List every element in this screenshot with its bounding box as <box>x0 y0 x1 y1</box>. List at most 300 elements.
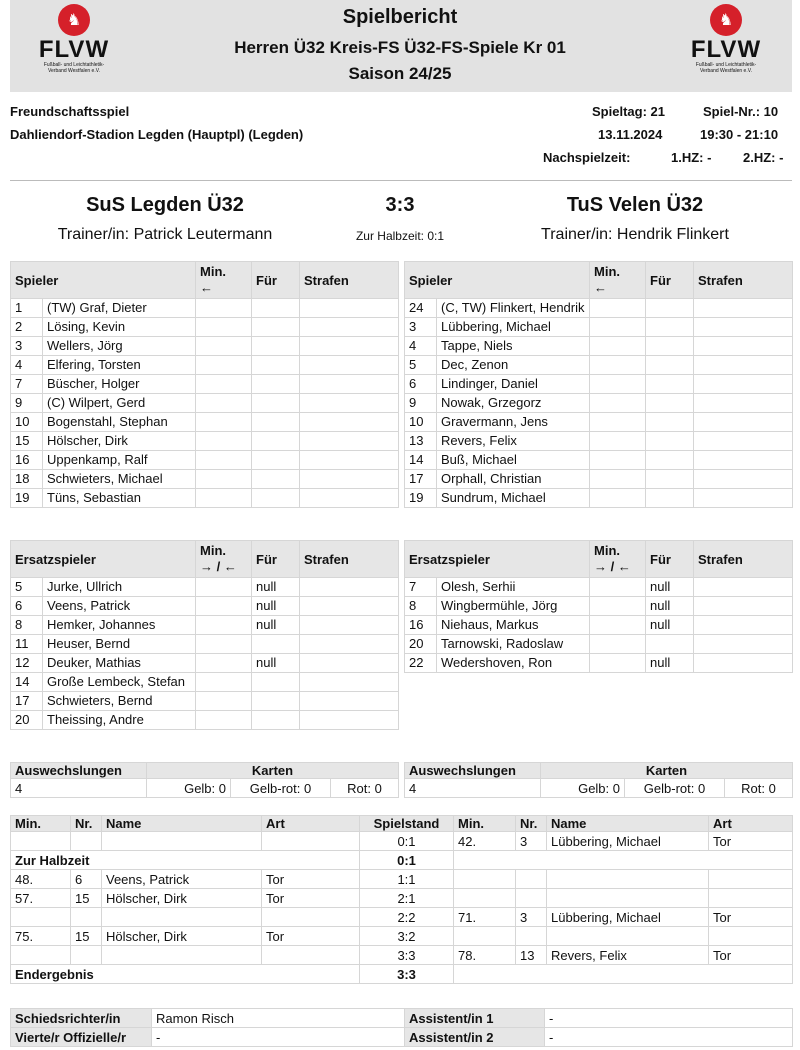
player-name: Schwieters, Michael <box>43 470 196 489</box>
col-substitute: Ersatzspieler <box>405 541 590 578</box>
match-time: 19:30 - 21:10 <box>700 127 779 142</box>
player-number: 19 <box>405 489 437 508</box>
extra-time-label: Nachspielzeit: <box>543 150 631 165</box>
player-for <box>646 318 694 337</box>
player-for <box>252 318 300 337</box>
home-stats-table <box>10 762 399 798</box>
home-team-name: SuS Legden Ü32 <box>86 194 244 216</box>
player-name: Lübbering, Michael <box>437 318 590 337</box>
player-for <box>646 299 694 318</box>
player-minute <box>196 654 252 673</box>
player-minute <box>590 318 646 337</box>
player-row <box>11 318 399 337</box>
player-number: 3 <box>405 318 437 337</box>
player-name: Uppenkamp, Ralf <box>43 451 196 470</box>
player-penalties <box>694 489 793 508</box>
player-row <box>11 375 399 394</box>
assistant2-label: Assistent/in 2 <box>405 1028 545 1047</box>
player-minute <box>196 597 252 616</box>
logo-subtitle: Fußball- und Leichtathletik-Verband Westfalen e.V. <box>695 62 757 74</box>
away-event-type <box>709 889 793 908</box>
player-name: Niehaus, Markus <box>437 616 590 635</box>
player-name: Lindinger, Daniel <box>437 375 590 394</box>
event-milestone-label: Zur Halbzeit <box>11 851 360 870</box>
event-row <box>11 832 793 851</box>
player-for <box>252 413 300 432</box>
player-for <box>646 337 694 356</box>
player-row <box>405 578 793 597</box>
home-event-type <box>262 832 360 851</box>
player-row <box>405 318 793 337</box>
away-event-number: 3 <box>516 832 547 851</box>
player-row <box>11 673 399 692</box>
player-name: Orphall, Christian <box>437 470 590 489</box>
player-number: 7 <box>405 578 437 597</box>
event-score: 2:1 <box>360 889 454 908</box>
subs-count-label: Auswechslungen <box>11 763 147 779</box>
referee-name: Ramon Risch <box>152 1009 405 1028</box>
player-for: null <box>252 654 300 673</box>
player-name: Veens, Patrick <box>43 597 196 616</box>
player-for <box>252 470 300 489</box>
col-number: Nr. <box>71 816 102 832</box>
player-for <box>252 451 300 470</box>
player-penalties <box>694 413 793 432</box>
player-minute <box>196 413 252 432</box>
player-row <box>11 451 399 470</box>
home-event-name: Hölscher, Dirk <box>102 927 262 946</box>
player-name: Wedershoven, Ron <box>437 654 590 673</box>
player-penalties <box>694 578 793 597</box>
matchday: Spieltag: 21 <box>592 104 665 119</box>
home-trainer: Trainer/in: Patrick Leutermann <box>57 226 273 243</box>
away-yellow-cards: Gelb: 0 <box>541 779 625 798</box>
player-number: 18 <box>11 470 43 489</box>
event-score: 3:3 <box>360 946 454 965</box>
player-row <box>405 394 793 413</box>
player-name: Tarnowski, Radoslaw <box>437 635 590 654</box>
player-minute <box>590 451 646 470</box>
player-number: 2 <box>11 318 43 337</box>
event-row <box>11 889 793 908</box>
player-name: Bogenstahl, Stephan <box>43 413 196 432</box>
player-penalties <box>300 597 399 616</box>
logo-wordmark: FLVW <box>690 36 762 63</box>
player-number: 15 <box>11 432 43 451</box>
player-name: Buß, Michael <box>437 451 590 470</box>
player-minute <box>590 470 646 489</box>
horse-emblem-icon: ♞ <box>710 4 742 36</box>
player-number: 6 <box>11 597 43 616</box>
player-row <box>11 432 399 451</box>
away-subs-count: 4 <box>405 779 541 798</box>
player-name: Nowak, Grzegorz <box>437 394 590 413</box>
player-for: null <box>252 616 300 635</box>
player-for: null <box>646 654 694 673</box>
home-event-name: Veens, Patrick <box>102 870 262 889</box>
assistant2-name: - <box>545 1028 793 1047</box>
match-type: Freundschaftsspiel <box>10 104 130 119</box>
home-subs-count: 4 <box>11 779 147 798</box>
player-minute <box>196 337 252 356</box>
home-event-minute: 48. <box>11 870 71 889</box>
player-for <box>646 356 694 375</box>
player-number: 4 <box>11 356 43 375</box>
event-score: 0:1 <box>360 832 454 851</box>
player-name: Gravermann, Jens <box>437 413 590 432</box>
player-row <box>405 489 793 508</box>
player-number: 10 <box>11 413 43 432</box>
col-score: Spielstand <box>360 816 454 832</box>
player-name: (C, TW) Flinkert, Hendrik <box>437 299 590 318</box>
home-event-name <box>102 908 262 927</box>
event-filler <box>454 851 793 870</box>
player-number: 16 <box>405 616 437 635</box>
player-number: 14 <box>405 451 437 470</box>
player-row <box>405 375 793 394</box>
player-for <box>252 375 300 394</box>
player-row <box>405 356 793 375</box>
player-minute <box>590 337 646 356</box>
player-penalties <box>300 470 399 489</box>
player-name: Heuser, Bernd <box>43 635 196 654</box>
player-penalties <box>694 654 793 673</box>
player-for <box>646 470 694 489</box>
player-minute <box>590 356 646 375</box>
player-penalties <box>300 673 399 692</box>
venue: Dahliendorf-Stadion Legden (Hauptpl) (Legden) <box>10 127 304 142</box>
away-event-number <box>516 927 547 946</box>
away-event-type <box>709 870 793 889</box>
player-penalties <box>694 299 793 318</box>
event-row <box>11 927 793 946</box>
event-row <box>11 908 793 927</box>
player-name: Große Lembeck, Stefan <box>43 673 196 692</box>
col-for: Für <box>646 262 694 299</box>
away-event-minute <box>454 870 516 889</box>
player-penalties <box>300 337 399 356</box>
home-red-cards: Rot: 0 <box>331 779 399 798</box>
player-row <box>405 432 793 451</box>
player-name: Tüns, Sebastian <box>43 489 196 508</box>
col-penalties: Strafen <box>694 262 793 299</box>
home-event-minute <box>11 946 71 965</box>
assistant1-name: - <box>545 1009 793 1028</box>
player-for: null <box>252 578 300 597</box>
player-minute <box>590 299 646 318</box>
away-event-type: Tor <box>709 946 793 965</box>
referee-label: Schiedsrichter/in <box>11 1009 152 1028</box>
player-number: 3 <box>11 337 43 356</box>
fourth-official-name: - <box>152 1028 405 1047</box>
season-title: Saison 24/25 <box>348 64 452 83</box>
col-player: Spieler <box>405 262 590 299</box>
player-name: Revers, Felix <box>437 432 590 451</box>
col-min: Min. → / ← <box>196 541 252 578</box>
player-minute <box>196 432 252 451</box>
home-event-number <box>71 946 102 965</box>
player-for <box>252 673 300 692</box>
player-minute <box>590 597 646 616</box>
player-minute <box>196 673 252 692</box>
col-penalties: Strafen <box>300 541 399 578</box>
player-for: null <box>252 597 300 616</box>
player-name: Theissing, Andre <box>43 711 196 730</box>
player-number: 20 <box>405 635 437 654</box>
player-for <box>252 489 300 508</box>
assistant1-label: Assistent/in 1 <box>405 1009 545 1028</box>
player-penalties <box>694 394 793 413</box>
player-for <box>252 299 300 318</box>
col-substitute: Ersatzspieler <box>11 541 196 578</box>
player-minute <box>196 489 252 508</box>
player-penalties <box>694 470 793 489</box>
match-number: Spiel-Nr.: 10 <box>703 104 779 119</box>
player-row <box>11 356 399 375</box>
league-title: Herren Ü32 Kreis-FS Ü32-FS-Spiele Kr 01 <box>234 38 566 57</box>
away-event-name <box>547 889 709 908</box>
officials-table <box>10 1008 793 1047</box>
player-penalties <box>300 635 399 654</box>
player-penalties <box>300 375 399 394</box>
event-row <box>11 851 793 870</box>
away-event-name: Lübbering, Michael <box>547 832 709 851</box>
player-name: Büscher, Holger <box>43 375 196 394</box>
player-penalties <box>300 299 399 318</box>
col-min: Min. ← <box>196 262 252 299</box>
event-row <box>11 870 793 889</box>
player-row <box>11 597 399 616</box>
event-milestone-label: Endergebnis <box>11 965 360 984</box>
col-type: Art <box>262 816 360 832</box>
home-event-minute <box>11 832 71 851</box>
away-event-minute: 71. <box>454 908 516 927</box>
player-name: Wingbermühle, Jörg <box>437 597 590 616</box>
away-event-type <box>709 927 793 946</box>
player-minute <box>590 375 646 394</box>
player-number: 5 <box>11 578 43 597</box>
player-row <box>405 337 793 356</box>
player-minute <box>196 375 252 394</box>
home-event-number <box>71 832 102 851</box>
player-minute <box>590 432 646 451</box>
player-name: Deuker, Mathias <box>43 654 196 673</box>
col-type: Art <box>709 816 793 832</box>
event-score: 1:1 <box>360 870 454 889</box>
player-number: 10 <box>405 413 437 432</box>
home-subs-table <box>10 540 399 730</box>
player-minute <box>196 578 252 597</box>
player-row <box>11 711 399 730</box>
cards-label: Karten <box>147 763 399 779</box>
col-for: Für <box>646 541 694 578</box>
player-penalties <box>694 337 793 356</box>
final-score: 3:3 <box>385 194 415 216</box>
page-title: Spielbericht <box>342 6 458 28</box>
horse-emblem-icon: ♞ <box>58 4 90 36</box>
away-event-name <box>547 870 709 889</box>
player-name: Schwieters, Bernd <box>43 692 196 711</box>
away-event-name: Revers, Felix <box>547 946 709 965</box>
player-penalties <box>300 318 399 337</box>
player-minute <box>196 394 252 413</box>
player-minute <box>590 413 646 432</box>
away-event-number <box>516 889 547 908</box>
player-name: Sundrum, Michael <box>437 489 590 508</box>
player-penalties <box>300 451 399 470</box>
player-row <box>405 413 793 432</box>
player-minute <box>590 654 646 673</box>
away-trainer: Trainer/in: Hendrik Flinkert <box>541 226 729 243</box>
player-minute <box>196 616 252 635</box>
player-number: 6 <box>405 375 437 394</box>
player-for: null <box>646 578 694 597</box>
player-number: 8 <box>405 597 437 616</box>
player-number: 17 <box>405 470 437 489</box>
player-row <box>11 394 399 413</box>
player-penalties <box>300 616 399 635</box>
player-for <box>646 375 694 394</box>
home-event-minute: 75. <box>11 927 71 946</box>
col-minute: Min. <box>11 816 71 832</box>
player-minute <box>196 356 252 375</box>
player-minute <box>590 635 646 654</box>
away-event-name <box>547 927 709 946</box>
player-row <box>11 489 399 508</box>
player-number: 8 <box>11 616 43 635</box>
player-for <box>646 635 694 654</box>
col-player: Spieler <box>11 262 196 299</box>
player-number: 20 <box>11 711 43 730</box>
home-event-type: Tor <box>262 927 360 946</box>
col-number: Nr. <box>516 816 547 832</box>
col-penalties: Strafen <box>694 541 793 578</box>
away-red-cards: Rot: 0 <box>725 779 793 798</box>
player-row <box>11 635 399 654</box>
player-number: 9 <box>11 394 43 413</box>
player-for <box>646 489 694 508</box>
event-score: 3:3 <box>360 965 454 984</box>
halftime-score: Zur Halbzeit: 0:1 <box>355 229 445 243</box>
player-minute <box>196 299 252 318</box>
col-min: Min. ← <box>590 262 646 299</box>
player-number: 16 <box>11 451 43 470</box>
player-row <box>11 299 399 318</box>
home-event-number: 15 <box>71 889 102 908</box>
away-event-type: Tor <box>709 832 793 851</box>
player-minute <box>196 711 252 730</box>
player-minute <box>590 616 646 635</box>
away-event-number: 3 <box>516 908 547 927</box>
player-minute <box>590 394 646 413</box>
player-penalties <box>694 356 793 375</box>
home-event-type <box>262 908 360 927</box>
away-stats-table <box>404 762 793 798</box>
player-number: 5 <box>405 356 437 375</box>
player-for <box>646 413 694 432</box>
player-penalties <box>300 489 399 508</box>
player-number: 9 <box>405 394 437 413</box>
col-for: Für <box>252 541 300 578</box>
player-for <box>252 635 300 654</box>
col-name: Name <box>547 816 709 832</box>
col-name: Name <box>102 816 262 832</box>
player-name: Hölscher, Dirk <box>43 432 196 451</box>
subs-count-label: Auswechslungen <box>405 763 541 779</box>
player-row <box>11 337 399 356</box>
home-lineup-table <box>10 261 399 508</box>
player-name: Elfering, Torsten <box>43 356 196 375</box>
player-penalties <box>694 318 793 337</box>
player-number: 13 <box>405 432 437 451</box>
player-name: Dec, Zenon <box>437 356 590 375</box>
away-event-minute: 78. <box>454 946 516 965</box>
player-penalties <box>300 711 399 730</box>
away-yellow-red-cards: Gelb-rot: 0 <box>625 779 725 798</box>
player-number: 4 <box>405 337 437 356</box>
player-penalties <box>300 356 399 375</box>
player-penalties <box>694 616 793 635</box>
home-event-type <box>262 946 360 965</box>
player-penalties <box>694 375 793 394</box>
player-row <box>405 635 793 654</box>
away-event-minute <box>454 889 516 908</box>
player-penalties <box>300 394 399 413</box>
player-name: (TW) Graf, Dieter <box>43 299 196 318</box>
player-row <box>11 413 399 432</box>
player-number: 14 <box>11 673 43 692</box>
player-minute <box>590 578 646 597</box>
player-row <box>405 451 793 470</box>
player-number: 12 <box>11 654 43 673</box>
away-team-name: TuS Velen Ü32 <box>566 194 704 216</box>
col-minute: Min. <box>454 816 516 832</box>
player-number: 11 <box>11 635 43 654</box>
player-minute <box>196 635 252 654</box>
event-score: 3:2 <box>360 927 454 946</box>
cards-label: Karten <box>541 763 793 779</box>
player-number: 7 <box>11 375 43 394</box>
player-penalties <box>300 692 399 711</box>
player-number: 1 <box>11 299 43 318</box>
player-for <box>252 394 300 413</box>
player-penalties <box>300 578 399 597</box>
event-row <box>11 946 793 965</box>
fourth-official-label: Vierte/r Offizielle/r <box>11 1028 152 1047</box>
player-penalties <box>694 597 793 616</box>
home-yellow-red-cards: Gelb-rot: 0 <box>231 779 331 798</box>
away-event-name: Lübbering, Michael <box>547 908 709 927</box>
player-name: Jurke, Ullrich <box>43 578 196 597</box>
divider <box>10 180 792 181</box>
col-penalties: Strafen <box>300 262 399 299</box>
player-name: (C) Wilpert, Gerd <box>43 394 196 413</box>
player-for <box>646 451 694 470</box>
away-event-type: Tor <box>709 908 793 927</box>
player-row <box>11 654 399 673</box>
player-row <box>11 578 399 597</box>
player-for <box>252 432 300 451</box>
away-event-number <box>516 870 547 889</box>
player-for <box>252 711 300 730</box>
player-row <box>405 616 793 635</box>
home-yellow-cards: Gelb: 0 <box>147 779 231 798</box>
player-penalties <box>300 654 399 673</box>
extra-time-first-half: 1.HZ: - <box>671 150 712 165</box>
player-penalties <box>694 451 793 470</box>
logo-subtitle: Fußball- und Leichtathletik-Verband Westfalen e.V. <box>43 62 105 74</box>
player-for: null <box>646 616 694 635</box>
